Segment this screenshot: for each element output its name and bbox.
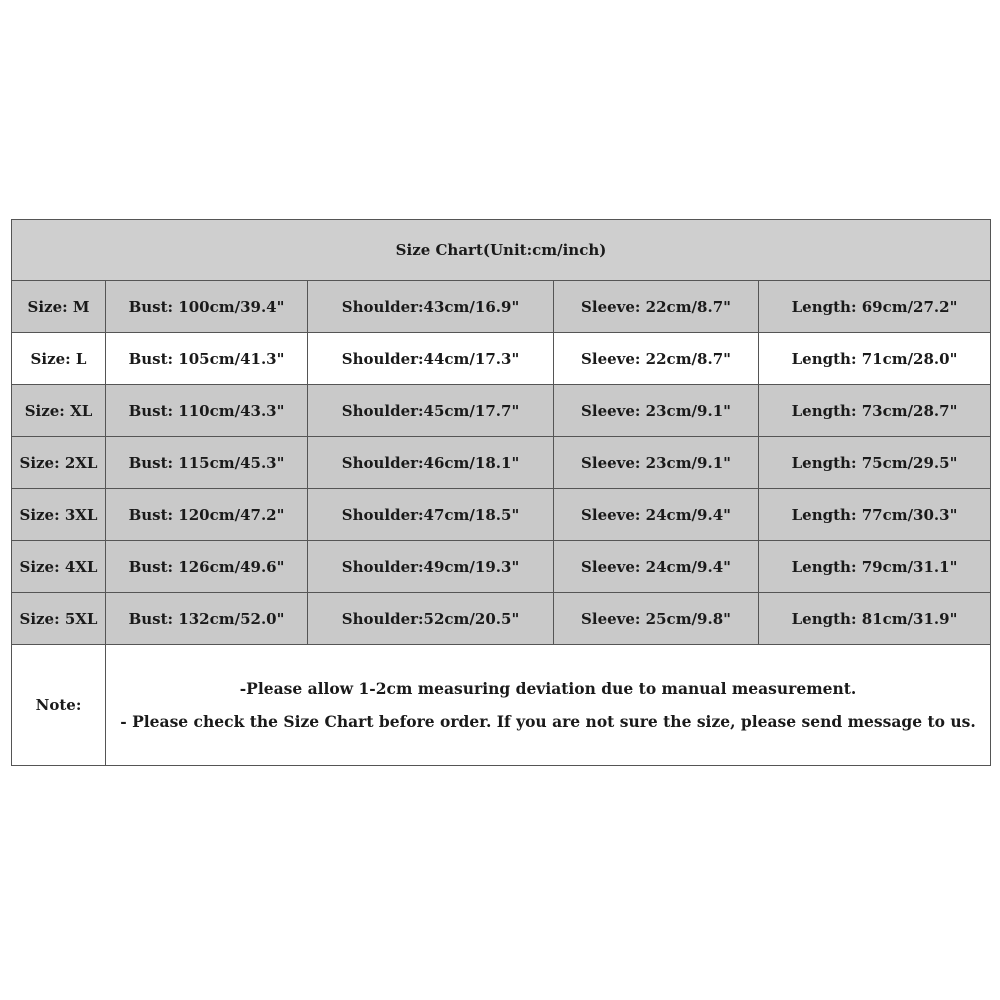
- table-row: [12, 489, 991, 541]
- sleeve-cell: Sleeve: 22cm/8.7": [554, 281, 759, 333]
- length-cell: Length: 75cm/29.5": [759, 437, 991, 489]
- shoulder-cell: Shoulder:46cm/18.1": [308, 437, 554, 489]
- sleeve-cell: Sleeve: 24cm/9.4": [554, 489, 759, 541]
- sleeve-cell: Sleeve: 23cm/9.1": [554, 385, 759, 437]
- length-cell: Length: 77cm/30.3": [759, 489, 991, 541]
- bust-cell: Bust: 126cm/49.6": [106, 541, 308, 593]
- size-chart-table: [11, 219, 991, 766]
- length-cell: Length: 73cm/28.7": [759, 385, 991, 437]
- length-cell: Length: 69cm/27.2": [759, 281, 991, 333]
- note-line-check-size: - Please check the Size Chart before order. If you are not sure the size, please send message to us.: [120, 712, 976, 731]
- bust-cell: Bust: 120cm/47.2": [106, 489, 308, 541]
- shoulder-cell: Shoulder:44cm/17.3": [308, 333, 554, 385]
- note-content: [106, 645, 991, 766]
- table-row: [12, 333, 991, 385]
- shoulder-cell: Shoulder:49cm/19.3": [308, 541, 554, 593]
- table-row: [12, 437, 991, 489]
- size-cell: Size: 2XL: [12, 437, 106, 489]
- sleeve-cell: Sleeve: 24cm/9.4": [554, 541, 759, 593]
- chart-title: Size Chart(Unit:cm/inch): [12, 220, 991, 281]
- length-cell: Length: 81cm/31.9": [759, 593, 991, 645]
- bust-cell: Bust: 115cm/45.3": [106, 437, 308, 489]
- title-row: [12, 220, 991, 281]
- bust-cell: Bust: 110cm/43.3": [106, 385, 308, 437]
- table-row: [12, 281, 991, 333]
- bust-cell: Bust: 132cm/52.0": [106, 593, 308, 645]
- size-cell: Size: L: [12, 333, 106, 385]
- size-cell: Size: XL: [12, 385, 106, 437]
- length-cell: Length: 71cm/28.0": [759, 333, 991, 385]
- table-row: [12, 385, 991, 437]
- length-cell: Length: 79cm/31.1": [759, 541, 991, 593]
- shoulder-cell: Shoulder:43cm/16.9": [308, 281, 554, 333]
- shoulder-cell: Shoulder:47cm/18.5": [308, 489, 554, 541]
- note-row: [12, 645, 991, 766]
- sleeve-cell: Sleeve: 25cm/9.8": [554, 593, 759, 645]
- shoulder-cell: Shoulder:45cm/17.7": [308, 385, 554, 437]
- sleeve-cell: Sleeve: 22cm/8.7": [554, 333, 759, 385]
- sleeve-cell: Sleeve: 23cm/9.1": [554, 437, 759, 489]
- note-label: Note:: [12, 645, 106, 766]
- bust-cell: Bust: 100cm/39.4": [106, 281, 308, 333]
- shoulder-cell: Shoulder:52cm/20.5": [308, 593, 554, 645]
- table-row: [12, 541, 991, 593]
- bust-cell: Bust: 105cm/41.3": [106, 333, 308, 385]
- size-cell: Size: M: [12, 281, 106, 333]
- size-cell: Size: 3XL: [12, 489, 106, 541]
- note-line-measurement: -Please allow 1-2cm measuring deviation due to manual measurement.: [239, 679, 857, 698]
- size-cell: Size: 4XL: [12, 541, 106, 593]
- table-row: [12, 593, 991, 645]
- size-cell: Size: 5XL: [12, 593, 106, 645]
